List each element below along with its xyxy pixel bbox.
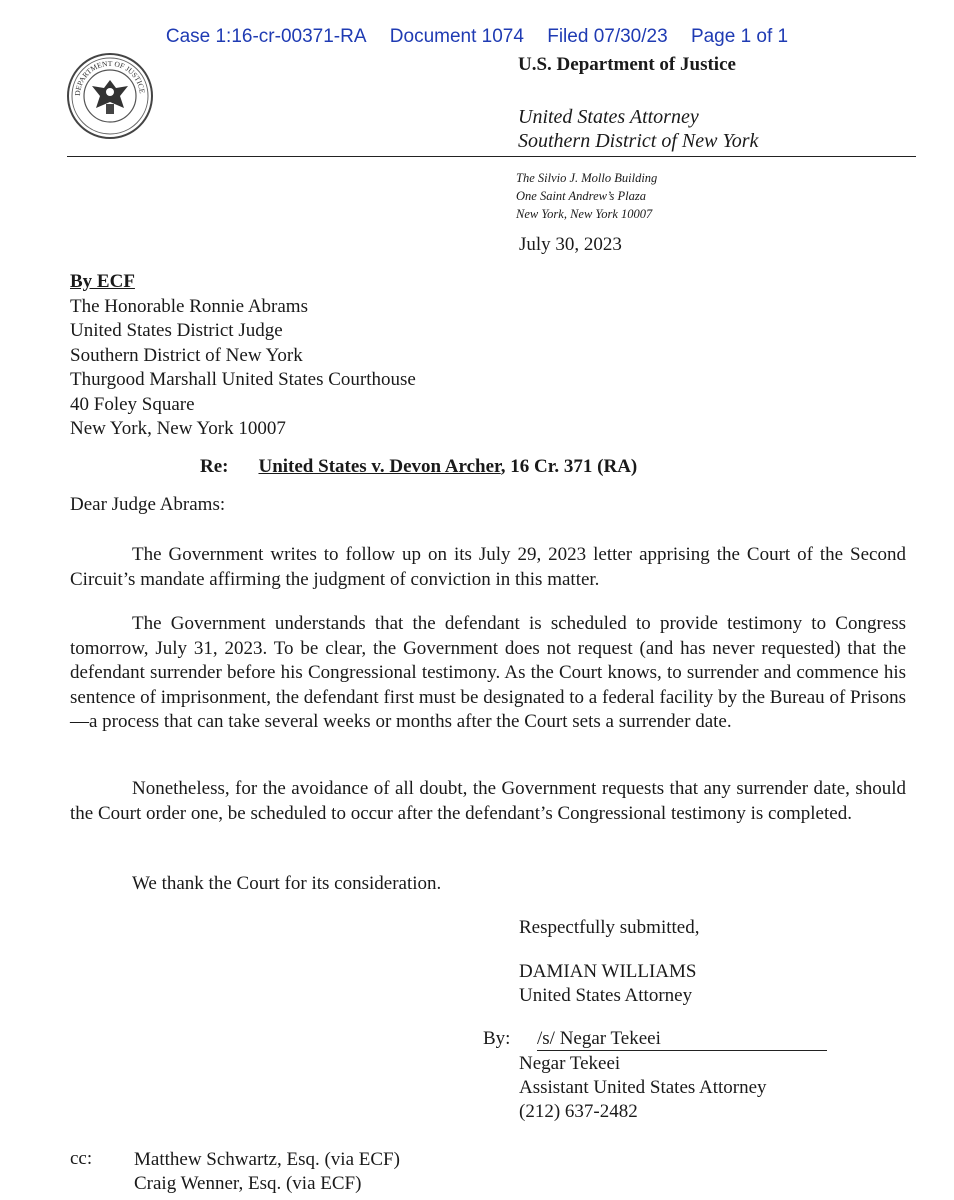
cc-recipient: Matthew Schwartz, Esq. (via ECF)	[134, 1149, 400, 1170]
office-line-1: United States Attorney	[518, 106, 699, 128]
us-attorney-block	[519, 960, 697, 1008]
by-label: By:	[483, 1028, 511, 1049]
delivery-method: By ECF	[70, 271, 135, 292]
page-count: Page 1 of 1	[690, 26, 789, 47]
document-number: Document 1074	[389, 26, 524, 47]
recipient-name: The Honorable Ronnie Abrams	[70, 295, 308, 317]
seal-text: DEPARTMENT OF JUSTICE	[72, 58, 147, 97]
signature-line	[537, 1028, 827, 1051]
signer-phone: (212) 637-2482	[519, 1101, 638, 1122]
office-city: New York, New York 10007	[516, 207, 653, 221]
letter-date: July 30, 2023	[519, 234, 622, 255]
ecf-header-stamp	[0, 26, 954, 48]
re-case-name: United States v. Devon Archer	[258, 456, 501, 477]
body-paragraph-1: The Government writes to follow up on its July 29, 2023 letter apprising the Court of the Second Circuit’s mandate affirming the judgment of conviction in this matter.	[70, 544, 906, 590]
signer-block	[519, 1052, 767, 1124]
cc-list	[134, 1148, 400, 1196]
re-label: Re:	[200, 456, 229, 477]
signer-name: Negar Tekeei	[519, 1053, 621, 1074]
case-number: Case 1:16-cr-00371-RA	[165, 26, 367, 47]
filed-date: Filed 07/30/23	[547, 26, 668, 47]
cc-recipient: Craig Wenner, Esq. (via ECF)	[134, 1173, 362, 1194]
re-case-number: , 16 Cr. 371 (RA)	[500, 456, 638, 477]
cc-label: cc:	[70, 1148, 93, 1169]
office-line-2: Southern District of New York	[518, 130, 759, 152]
plaza-line: One Saint Andrew’s Plaza	[516, 189, 646, 203]
office-block	[518, 105, 758, 153]
recipient-block	[70, 270, 416, 442]
attorney-title: United States Attorney	[519, 985, 693, 1006]
closing: Respectfully submitted,	[519, 917, 700, 938]
body-paragraph-3: Nonetheless, for the avoidance of all doubt, the Government requests that any surrender date, should the Court order one, be scheduled to occur after the defendant’s Congressional testimony is completed.	[70, 778, 906, 824]
signer-title: Assistant United States Attorney	[519, 1077, 767, 1098]
attorney-name: DAMIAN WILLIAMS	[519, 961, 697, 982]
electronic-signature: /s/ Negar Tekeei	[537, 1028, 661, 1049]
recipient-district: Southern District of New York	[70, 344, 303, 366]
department-name: U.S. Department of Justice	[518, 54, 736, 75]
recipient-title: United States District Judge	[70, 320, 283, 341]
recipient-street: 40 Foley Square	[70, 393, 195, 415]
building-name: The Silvio J. Mollo Building	[516, 171, 658, 185]
recipient-courthouse: Thurgood Marshall United States Courthouse	[70, 369, 416, 390]
body-paragraph-4: We thank the Court for its consideration.	[132, 873, 442, 894]
re-line	[200, 456, 637, 478]
office-address	[516, 169, 657, 223]
letterhead-divider	[67, 156, 916, 157]
salutation: Dear Judge Abrams:	[70, 494, 226, 515]
recipient-city: New York, New York 10007	[70, 418, 286, 439]
body-paragraph-2: The Government understands that the defendant is scheduled to provide testimony to Congress tomorrow, July 31, 2023. To be clear, the Government does not request (and has never requested) that the defendant surrender before his Congressional testimony. As the Court knows, to surrender and commence his sentence of imprisonment, the defendant first must be designated to a federal facility by the Bureau of Prisons—a process that can take several weeks or months after the Court sets a surrender date.	[70, 613, 906, 732]
doj-seal-icon	[66, 52, 154, 140]
